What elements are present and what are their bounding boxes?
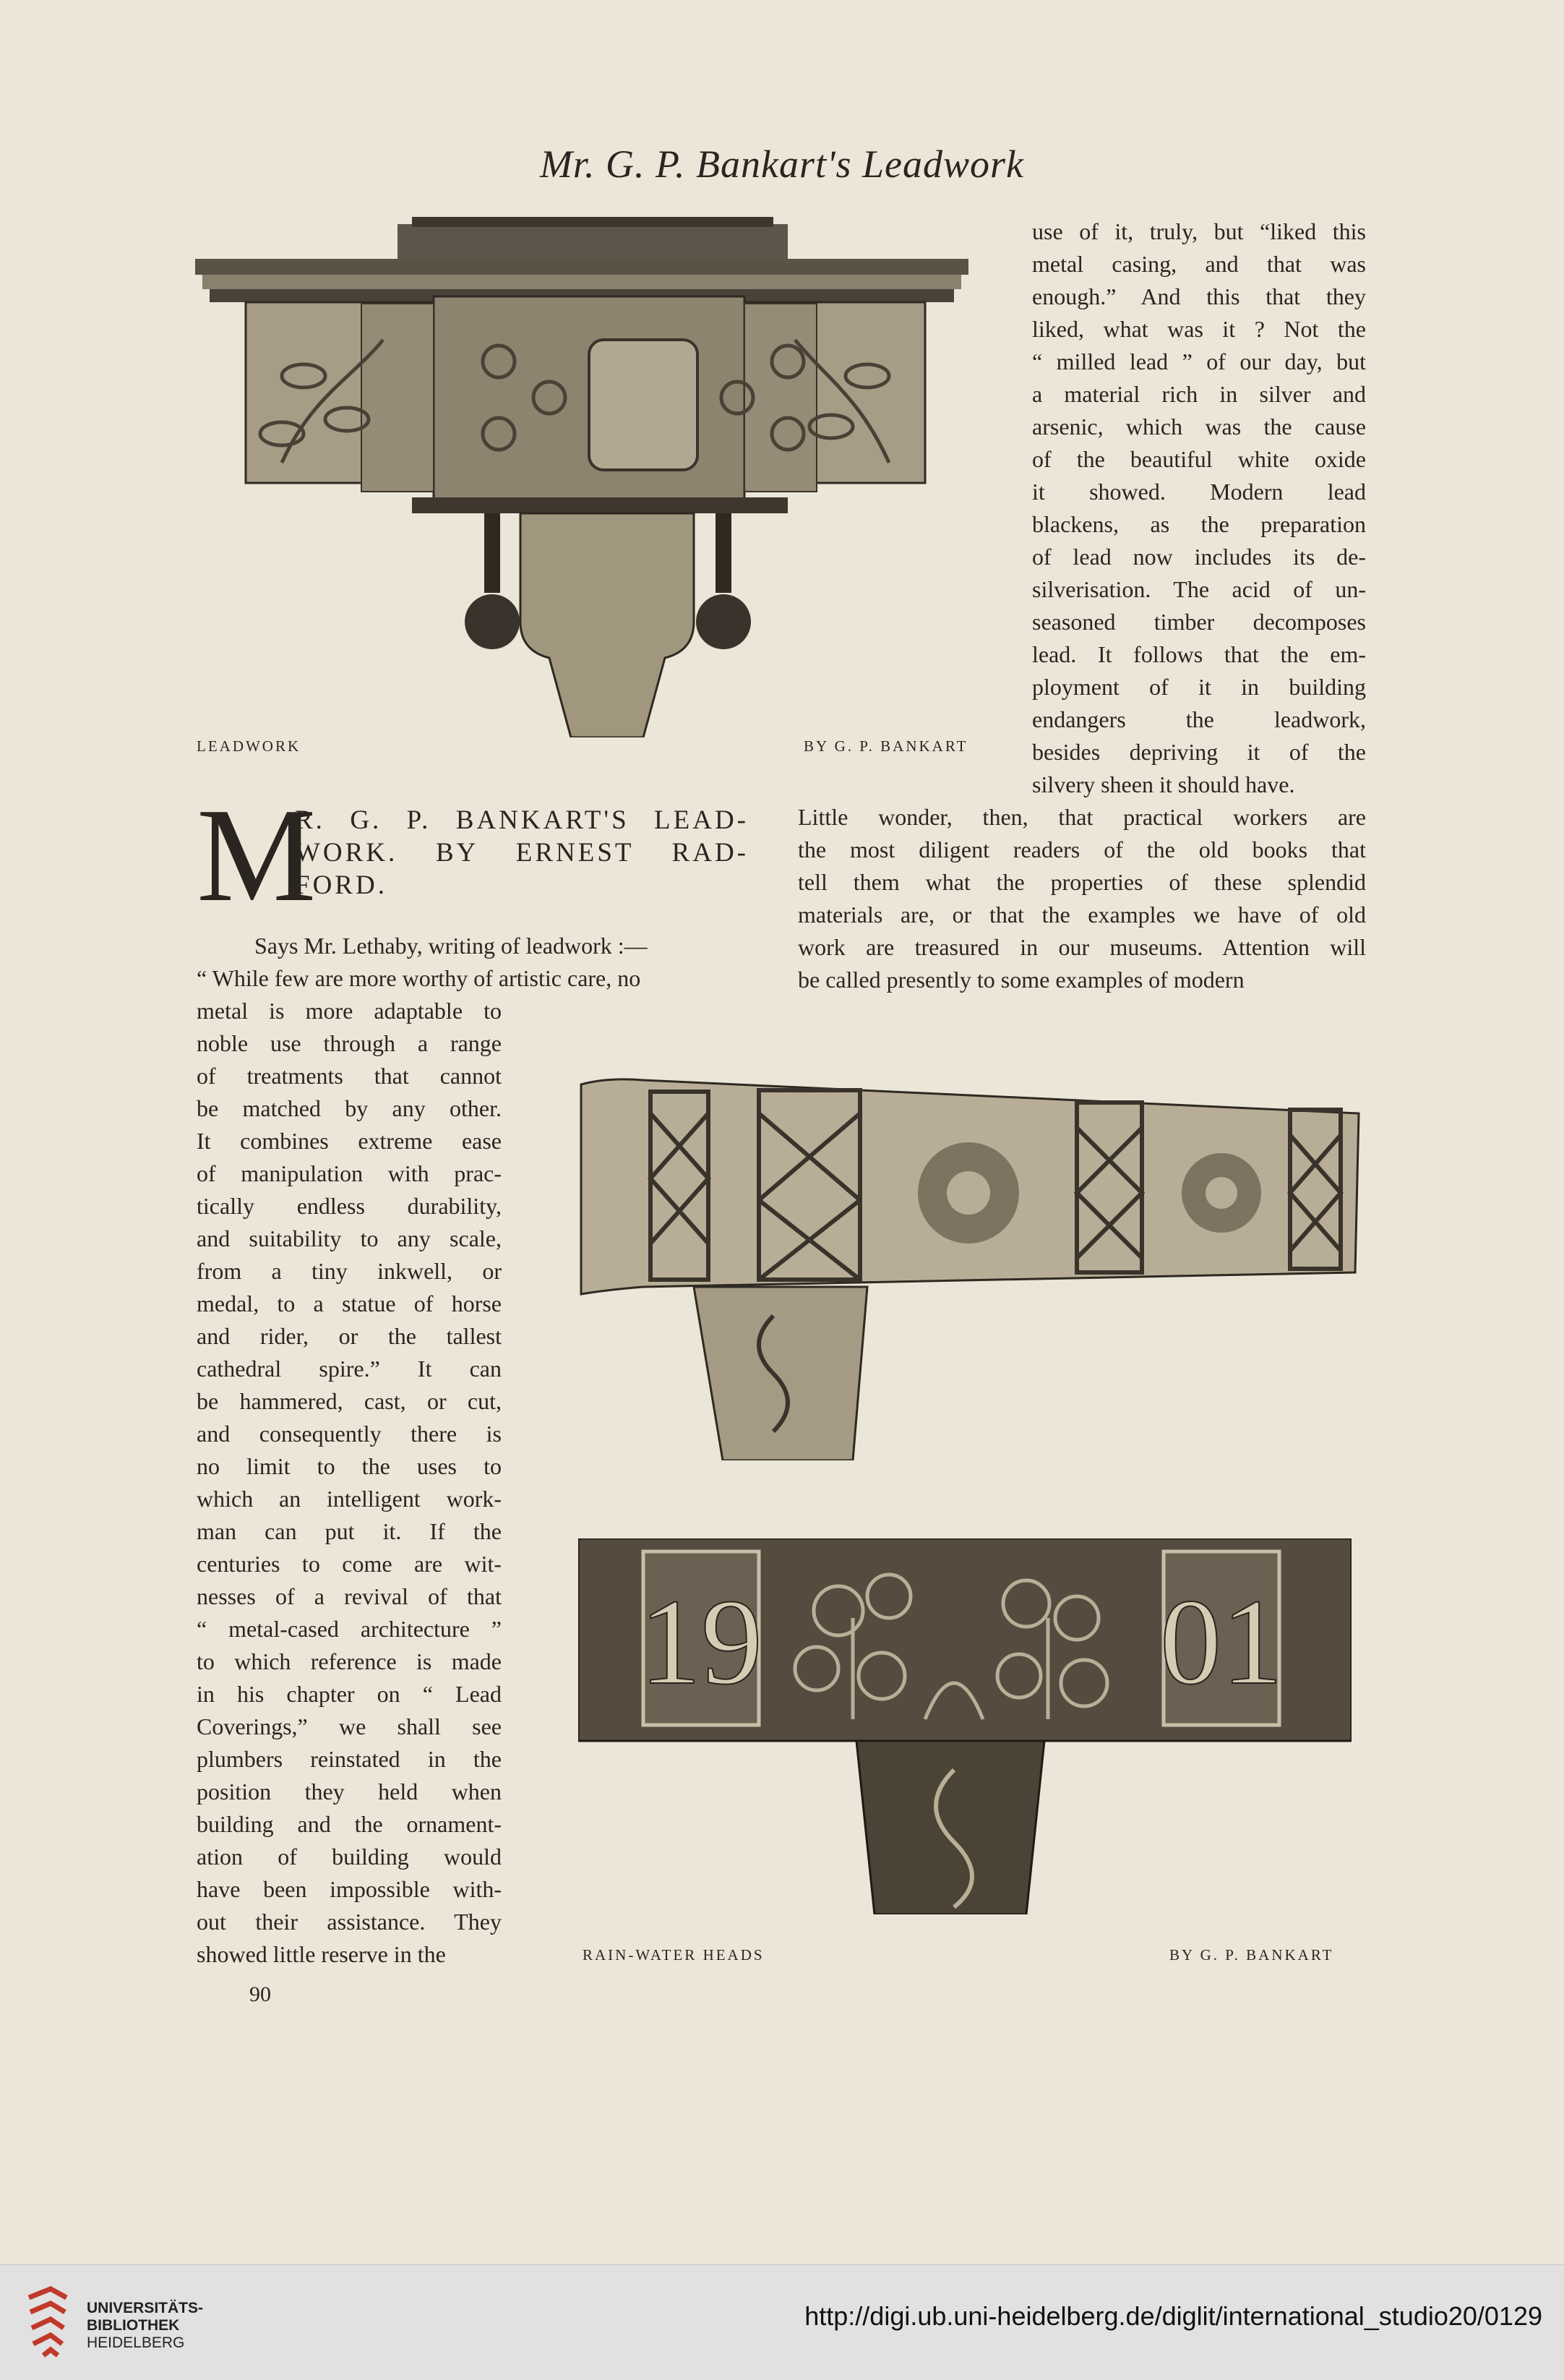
text-line: medal, to a statue of horse: [197, 1290, 502, 1317]
text-line: besides depriving it of the: [1032, 739, 1366, 765]
text-line: and rider, or the tallest: [197, 1323, 502, 1349]
library-name: [87, 2300, 203, 2352]
text-line: a material rich in silver and: [1032, 381, 1366, 407]
text-line: metal casing, and that was: [1032, 251, 1366, 277]
article-headline: [295, 804, 749, 902]
text-line: to which reference is made: [197, 1648, 502, 1674]
text-line: out their assistance. They: [197, 1909, 502, 1935]
text-line: in his chapter on “ Lead: [197, 1681, 502, 1707]
text-line: from a tiny inkwell, or: [197, 1258, 502, 1284]
bottom-figure-caption-left: RAIN-WATER HEADS: [583, 1946, 765, 1964]
bottom-figure-caption-right: BY G. P. BANKART: [1169, 1946, 1334, 1964]
text-line: lead. It follows that the em-: [1032, 641, 1366, 667]
text-line: centuries to come are wit-: [197, 1551, 502, 1577]
top-figure-caption-left: LEADWORK: [197, 737, 301, 755]
text-line: materials are, or that the examples we have of old: [798, 902, 1366, 928]
running-head: Mr. G. P. Bankart's Leadwork: [539, 142, 1025, 186]
headline-line: R. G. P. BANKART'S LEAD-: [295, 805, 749, 835]
leadwork-cistern-image: [195, 217, 976, 737]
text-line: work are treasured in our museums. Attention will: [798, 934, 1366, 960]
text-line: and consequently there is: [197, 1421, 502, 1447]
text-line: position they held when: [197, 1778, 502, 1805]
right-ball-finial: [696, 594, 751, 649]
year-digits-left: 19: [640, 1574, 762, 1710]
text-line: of lead now includes its de-: [1032, 544, 1366, 570]
text-line: of manipulation with prac-: [197, 1160, 502, 1186]
text-line: Little wonder, then, that practical workers are: [798, 804, 1366, 830]
text-line: be called presently to some examples of modern: [798, 967, 1245, 993]
headline-line: WORK. BY ERNEST RAD-: [295, 838, 749, 868]
top-figure-caption-right: BY G. P. BANKART: [804, 737, 968, 755]
page-number: 90: [249, 1982, 271, 2006]
library-name-line: UNIVERSITÄTS-: [87, 2300, 204, 2316]
text-line: the most diligent readers of the old books that: [798, 836, 1366, 862]
cornice-top-band: [195, 259, 968, 275]
rain-water-head-1901-image: [578, 1538, 1352, 1914]
text-line: it showed. Modern lead: [1032, 479, 1366, 505]
downpipe-bracket: [520, 513, 694, 737]
text-line: of the beautiful white oxide: [1032, 446, 1366, 472]
text-line: no limit to the uses to: [197, 1453, 502, 1479]
drop-cap: M: [197, 781, 317, 930]
rain-water-head-lattice-image: [578, 1070, 1366, 1460]
downpipe-bracket: [694, 1287, 867, 1460]
library-logo-icon: [22, 2283, 74, 2363]
headline-line: FORD.: [295, 870, 387, 900]
text-line: have been impossible with-: [197, 1876, 502, 1902]
text-line: noble use through a range: [197, 1030, 502, 1056]
text-line: tically endless durability,: [197, 1193, 502, 1219]
text-line: use of it, truly, but “liked this: [1032, 218, 1366, 244]
text-line: which an intelligent work-: [197, 1486, 502, 1512]
text-line: “ milled lead ” of our day, but: [1032, 348, 1366, 374]
text-line: showed little reserve in the: [197, 1941, 446, 1967]
library-name-line: HEIDELBERG: [87, 2334, 185, 2351]
text-line: “ metal-cased architecture ”: [197, 1616, 502, 1642]
text-line: ation of building would: [197, 1844, 502, 1870]
text-line: seasoned timber decomposes: [1032, 609, 1366, 635]
text-line: plumbers reinstated in the: [197, 1746, 502, 1772]
text-line: arsenic, which was the cause: [1032, 414, 1366, 440]
text-line: “ While few are more worthy of artistic care, no: [197, 965, 641, 991]
cornice-projection: [398, 224, 788, 260]
article-opening-text: [197, 930, 770, 995]
right-column-top-text: [1032, 215, 1366, 801]
library-name-line: BIBLIOTHEK: [87, 2317, 180, 2334]
right-column-mid-text: [798, 801, 1366, 996]
text-line: blackens, as the preparation: [1032, 511, 1366, 537]
year-digits-right: 01: [1160, 1574, 1283, 1710]
text-line: Says Mr. Lethaby, writing of leadwork :—: [254, 933, 648, 959]
text-line: metal is more adaptable to: [197, 998, 502, 1024]
text-line: be matched by any other.: [197, 1095, 502, 1121]
text-line: It combines extreme ease: [197, 1128, 502, 1154]
source-url-link[interactable]: http://digi.ub.uni-heidelberg.de/diglit/international_studio20/0129: [804, 2301, 1542, 2331]
text-line: of treatments that cannot: [197, 1063, 502, 1089]
text-line: ployment of it in building: [1032, 674, 1366, 700]
text-line: and suitability to any scale,: [197, 1225, 502, 1251]
text-line: enough.” And this that they: [1032, 283, 1366, 309]
left-column-text: [197, 995, 502, 1971]
text-line: silverisation. The acid of un-: [1032, 576, 1366, 602]
text-line: be hammered, cast, or cut,: [197, 1388, 502, 1414]
text-line: cathedral spire.” It can: [197, 1356, 502, 1382]
text-line: silvery sheen it should have.: [1032, 771, 1295, 797]
text-line: tell them what the properties of these splendid: [798, 869, 1366, 895]
left-ball-finial: [465, 594, 520, 649]
digitization-footer: [0, 2264, 1564, 2380]
text-line: man can put it. If the: [197, 1518, 502, 1544]
text-line: building and the ornament-: [197, 1811, 502, 1837]
crest-cartouche: [589, 340, 697, 470]
text-line: endangers the leadwork,: [1032, 706, 1366, 732]
text-line: Coverings,” we shall see: [197, 1713, 502, 1739]
downpipe-bracket: [856, 1741, 1044, 1914]
text-line: nesses of a revival of that: [197, 1583, 502, 1609]
text-line: liked, what was it ? Not the: [1032, 316, 1366, 342]
